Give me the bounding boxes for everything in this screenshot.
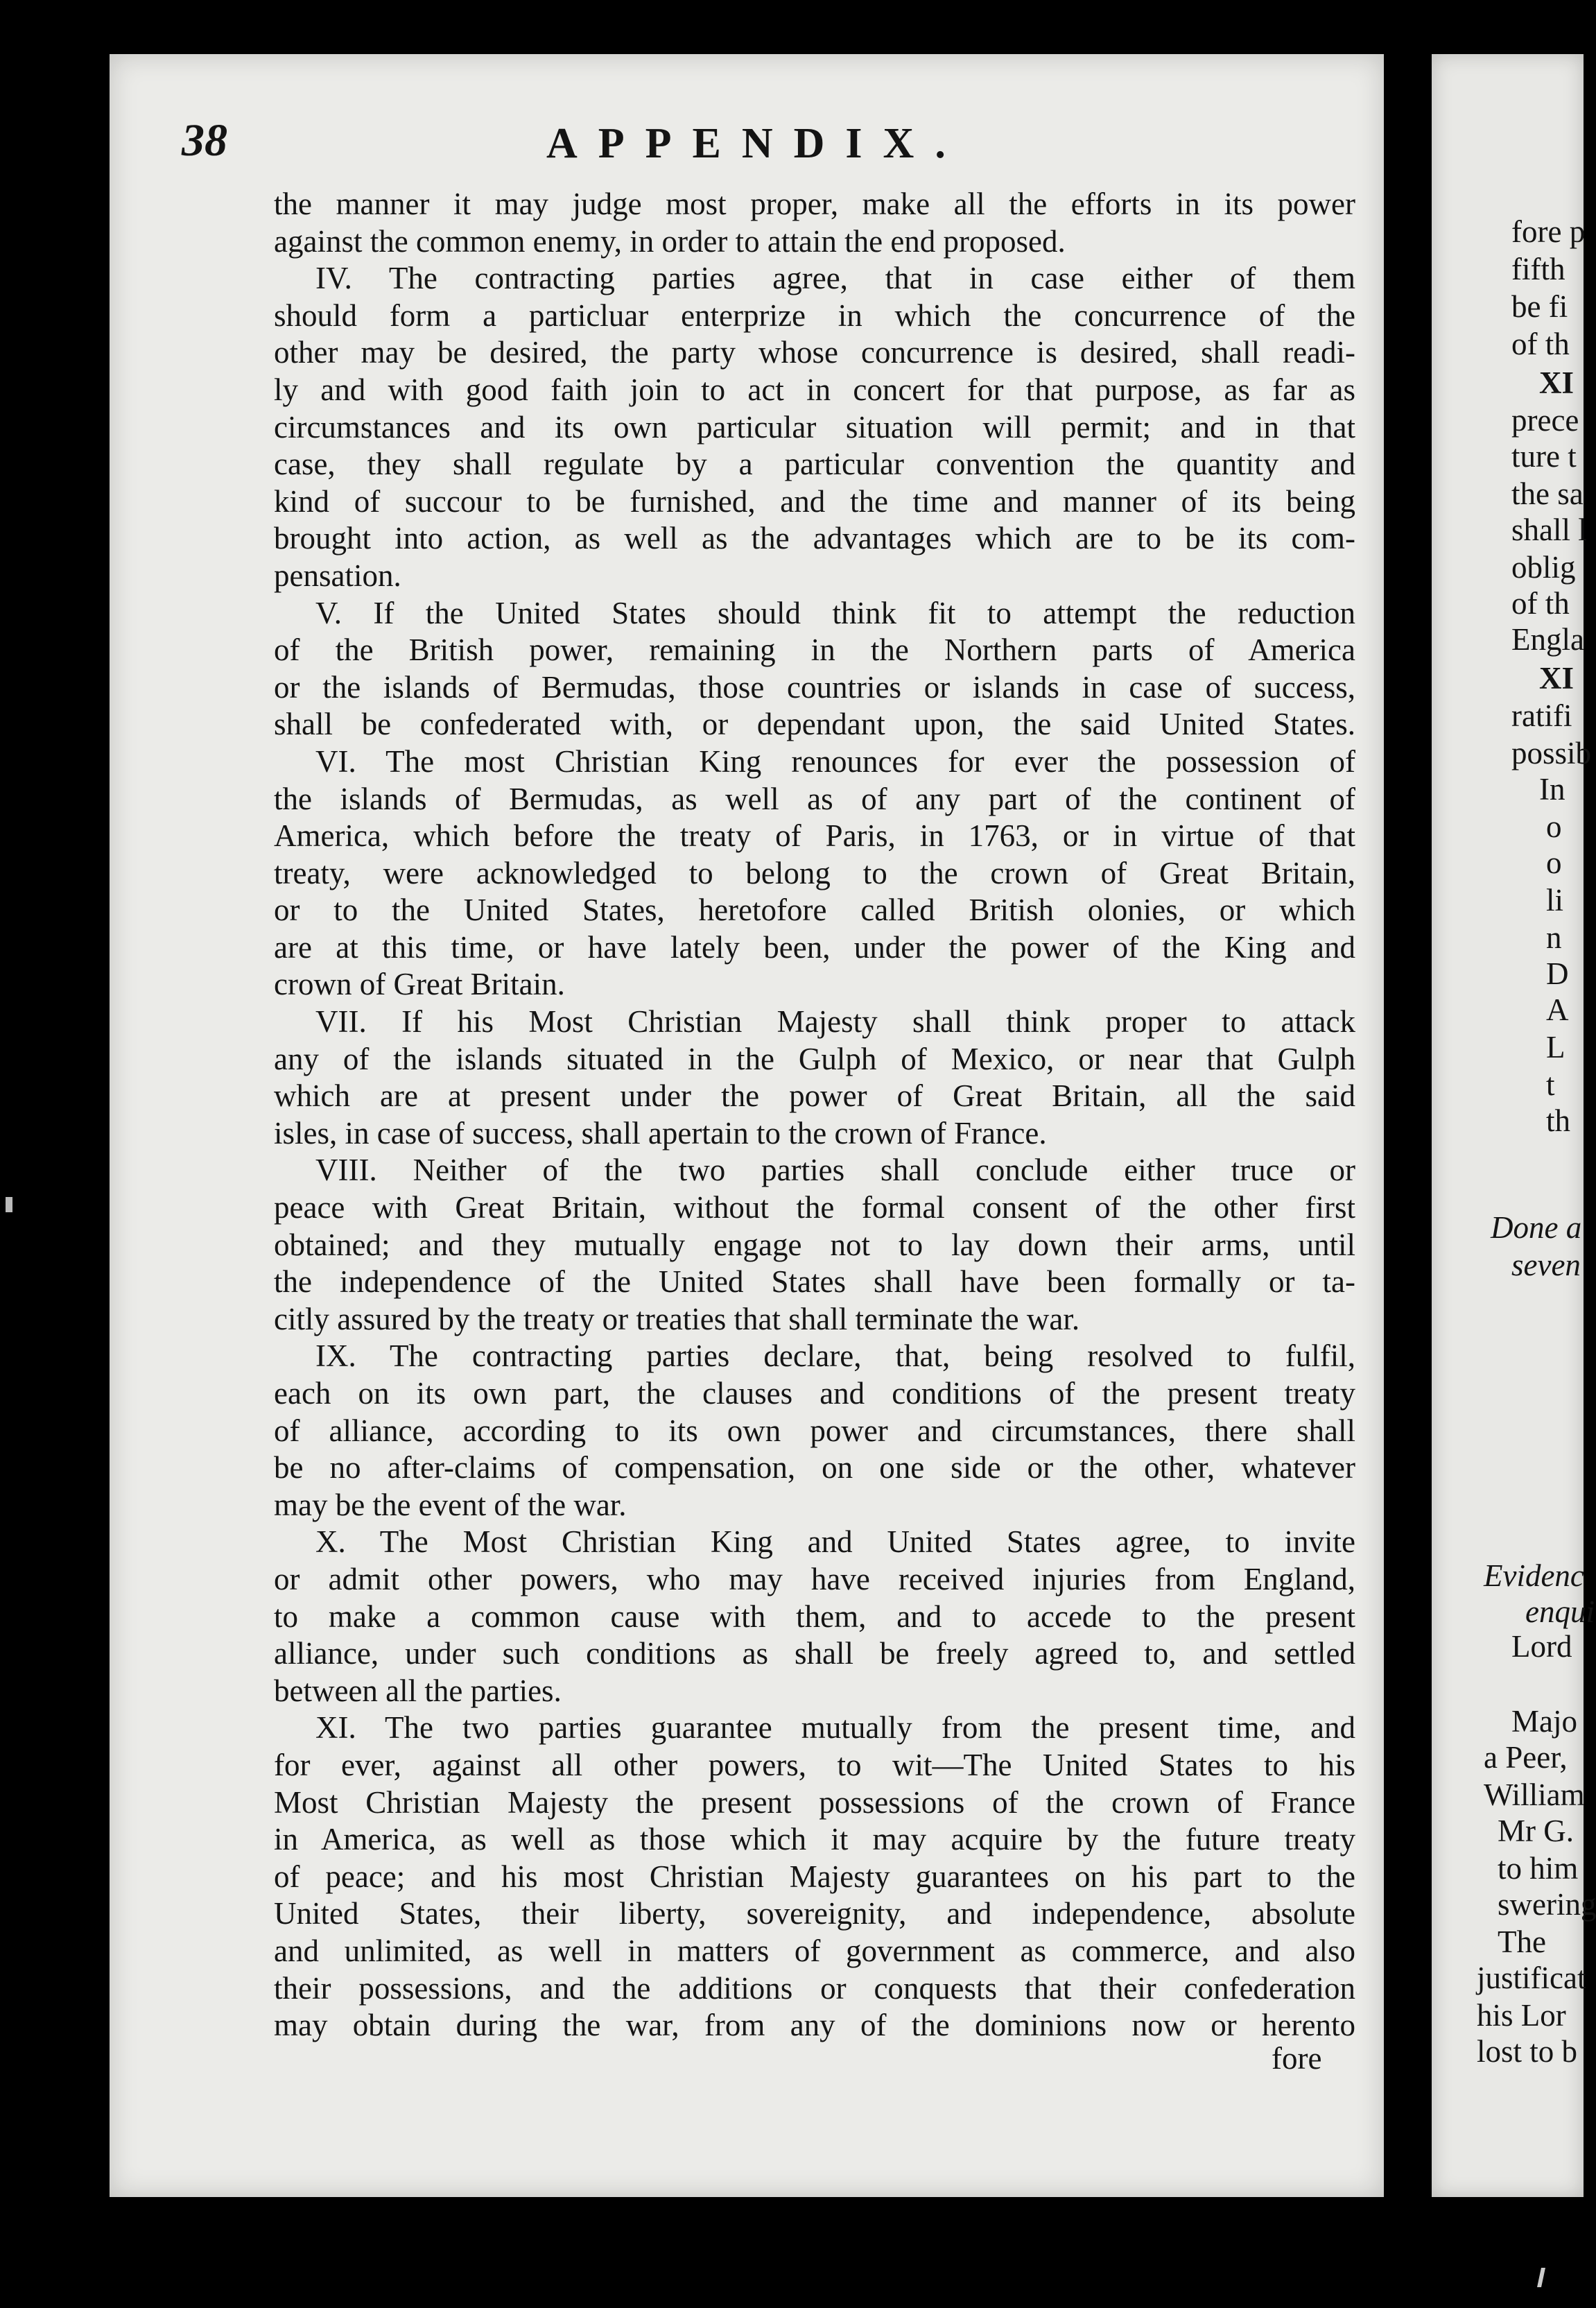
text-line: obtained; and they mutually engage not to lay down their arms, until — [274, 1227, 1355, 1262]
text-line: or admit other powers, who may have received injuries from England, — [274, 1561, 1355, 1596]
facing-page-fragment: Done a — [1491, 1210, 1582, 1245]
text-line: which are at present under the power of Great Britain, all the said — [274, 1078, 1355, 1114]
facing-page-fragment: Lord — [1511, 1629, 1572, 1664]
text-line: crown of Great Britain. — [274, 967, 565, 1002]
text-line: citly assured by the treaty or treaties that shall terminate the war. — [274, 1301, 1080, 1336]
facing-page-fragment: a Peer, — [1484, 1740, 1568, 1775]
facing-page-fragment: Majo — [1511, 1704, 1577, 1739]
facing-page-fragment: seven — [1511, 1248, 1581, 1282]
book-gutter — [1384, 0, 1432, 2308]
facing-page-fragment: shall l — [1511, 513, 1587, 547]
facing-page-fragment: to him — [1498, 1851, 1579, 1886]
facing-page-fragment: his Lor — [1477, 1998, 1566, 2033]
facing-page-fragment: the sa — [1511, 476, 1584, 511]
text-line: IV. The contracting parties agree, that in case either of them — [315, 261, 1355, 296]
facing-page-fragment: n — [1546, 920, 1562, 955]
text-line: V. If the United States should think fit to attempt the reduction — [315, 595, 1355, 630]
facing-page-fragment: Engla — [1511, 622, 1584, 657]
text-line: ly and with good faith join to act in concert for that purpose, as far as — [274, 372, 1355, 407]
text-line: treaty, were acknowledged to belong to the crown of Great Britain, — [274, 855, 1355, 890]
text-line: XI. The two parties guarantee mutually from the present time, and — [315, 1710, 1355, 1746]
facing-page-fragment: William — [1484, 1777, 1585, 1812]
facing-page-fragment: L — [1546, 1030, 1565, 1065]
text-line: their possessions, and the additions or conquests that their confederation — [274, 1970, 1355, 2006]
text-line: each on its own part, the clauses and conditions of the present treaty — [274, 1376, 1355, 1411]
facing-page-fragment: enqui — [1525, 1594, 1595, 1629]
facing-page-fragment: lost to b — [1477, 2034, 1578, 2069]
facing-page-fragment: o — [1546, 809, 1562, 844]
text-line: brought into action, as well as the advantages which are to be its com- — [274, 521, 1355, 556]
facing-page-fragment: XI — [1539, 365, 1575, 400]
facing-page-fragment: The — [1498, 1924, 1546, 1959]
scan-edge-mark — [6, 1197, 12, 1212]
text-line: the islands of Bermudas, as well as of any part of the continent of — [274, 781, 1355, 816]
text-line: for ever, against all other powers, to wit—The United States to his — [274, 1747, 1355, 1782]
text-line: may obtain during the war, from any of the dominions now or herento — [274, 2008, 1355, 2043]
facing-page-fragment: li — [1546, 883, 1564, 918]
text-line: pensation. — [274, 558, 401, 593]
facing-page-fragment: o — [1546, 845, 1562, 880]
text-line: or to the United States, heretofore called British olonies, or which — [274, 893, 1355, 928]
text-line: other may be desired, the party whose concurrence is desired, shall readi- — [274, 335, 1355, 370]
facing-page-fragment: Mr G. — [1498, 1814, 1574, 1848]
text-line: in America, as well as those which it may acquire by the future treaty — [274, 1822, 1355, 1857]
text-line: case, they shall regulate by a particular convention the quantity and — [274, 447, 1355, 482]
text-line: the independence of the United States shall have been formally or ta- — [274, 1264, 1355, 1300]
text-line: isles, in case of success, shall apertain to the crown of France. — [274, 1115, 1047, 1151]
text-line: X. The Most Christian King and United States agree, to invite — [315, 1524, 1355, 1560]
text-line: any of the islands situated in the Gulph of Mexico, or near that Gulph — [274, 1041, 1355, 1076]
facing-page-fragment: swering — [1498, 1887, 1596, 1922]
facing-page-fragment: In — [1539, 772, 1565, 807]
text-line: VIII. Neither of the two parties shall conclude either truce or — [315, 1153, 1355, 1188]
facing-page-fragment: of th — [1511, 586, 1570, 621]
facing-page-fragment: fore p — [1511, 214, 1586, 249]
facing-page-fragment: Evidenc — [1484, 1558, 1584, 1593]
facing-page-fragment: be fi — [1511, 289, 1568, 324]
text-line: alliance, under such conditions as shall be freely agreed to, and settled — [274, 1636, 1355, 1671]
text-line: of alliance, according to its own power and circumstances, there shall — [274, 1413, 1355, 1448]
text-line: IX. The contracting parties declare, that, being resolved to fulfil, — [315, 1338, 1355, 1374]
catchword: fore — [1272, 2041, 1322, 2076]
facing-page-fragment: A — [1546, 992, 1569, 1027]
facing-page-fragment: D — [1546, 956, 1569, 991]
facing-page-fragment: ture t — [1511, 439, 1577, 474]
facing-page-fragment: prece — [1511, 403, 1579, 438]
facing-page-fragment: of th — [1511, 327, 1570, 361]
page-number: 38 — [182, 115, 227, 166]
text-line: circumstances and its own particular situation will permit; and in that — [274, 409, 1355, 445]
text-line: kind of succour to be furnished, and the time and manner of its being — [274, 483, 1355, 519]
text-line: of peace; and his most Christian Majesty guarantees on his part to the — [274, 1859, 1355, 1894]
facing-page-fragment: fifth — [1511, 252, 1565, 286]
text-line: and unlimited, as well in matters of government as commerce, and also — [274, 1933, 1355, 1968]
page-body-text — [274, 186, 1355, 2044]
text-line: should form a particluar enterprize in which the concurrence of the — [274, 298, 1355, 333]
facing-page-fragment: possib — [1511, 736, 1592, 770]
text-line: between all the parties. — [274, 1673, 562, 1708]
text-line: VII. If his Most Christian Majesty shall think proper to attack — [315, 1004, 1355, 1040]
text-line: peace with Great Britain, without the formal consent of the other first — [274, 1190, 1355, 1225]
text-line: of the British power, remaining in the Northern parts of America — [274, 632, 1355, 668]
facing-page-fragment: XI — [1539, 661, 1575, 696]
text-line: America, which before the treaty of Paris, in 1763, or in virtue of that — [274, 818, 1355, 854]
facing-page-fragment: oblig — [1511, 550, 1576, 585]
text-line: be no after-claims of compensation, on one side or the other, whatever — [274, 1450, 1355, 1485]
text-line: are at this time, or have lately been, under the power of the King and — [274, 929, 1355, 965]
text-line: against the common enemy, in order to attain the end proposed. — [274, 223, 1066, 259]
text-line: may be the event of the war. — [274, 1487, 627, 1522]
text-line: shall be confederated with, or dependant upon, the said United States. — [274, 707, 1355, 742]
scan-mark — [1537, 2268, 1545, 2287]
text-line: the manner it may judge most proper, make all the efforts in its power — [274, 187, 1355, 221]
text-line: VI. The most Christian King renounces for ever the possession of — [315, 743, 1355, 779]
facing-page-fragment: t — [1546, 1067, 1555, 1102]
running-head: APPENDIX. — [546, 120, 966, 167]
text-line: United States, their liberty, sovereignity, and independence, absolute — [274, 1896, 1355, 1931]
facing-page-fragment: justificat — [1477, 1961, 1586, 1995]
facing-page-fragment: ratifi — [1511, 698, 1572, 733]
facing-page-fragment: th — [1546, 1103, 1571, 1138]
text-line: to make a common cause with them, and to accede to the present — [274, 1599, 1355, 1634]
text-line: Most Christian Majesty the present possessions of the crown of France — [274, 1784, 1355, 1820]
text-line: or the islands of Bermudas, those countries or islands in case of success, — [274, 669, 1355, 705]
